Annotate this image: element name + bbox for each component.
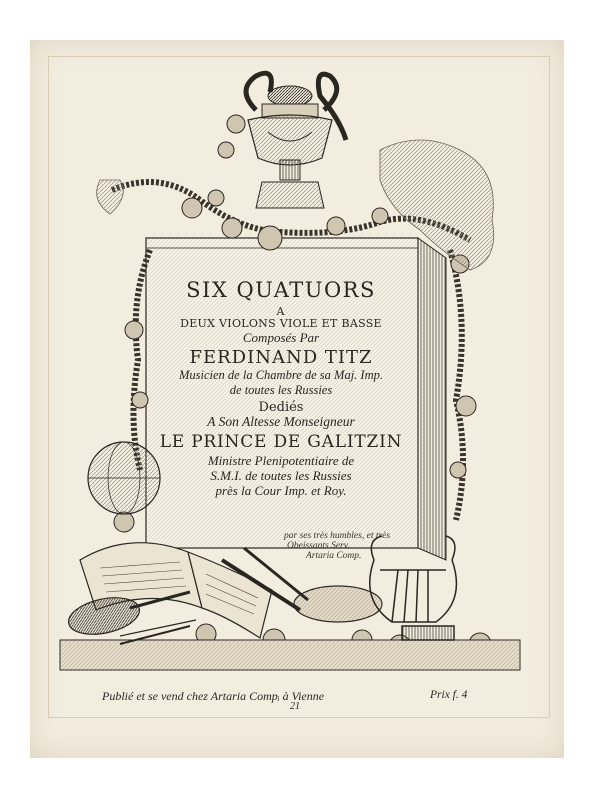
dedicatee-name: LE PRINCE DE GALITZIN (159, 432, 403, 452)
dedicatee-title-line-3: près la Cour Imp. et Roy. (215, 483, 347, 498)
work-title: SIX QUATUORS (186, 278, 376, 302)
dedicatee-title-line-2: S.M.I. de toutes les Russies (210, 468, 352, 483)
subtitle-a: A (276, 305, 286, 318)
palette (294, 586, 382, 622)
dedicated-label: Dediés (258, 400, 304, 415)
composer-position-line-1: Musicien de la Chambre de sa Maj. Imp. (178, 368, 384, 382)
dedicatee-title-line-1: Ministre Plenipotentiaire de (207, 453, 355, 468)
price-label: Prix f. 4 (430, 689, 468, 701)
urn (246, 73, 346, 208)
composed-by: Composés Par (242, 330, 320, 345)
humble-servants-line-2: Obeissants Serv. (287, 541, 350, 551)
humble-servants-line-3: Artaria Comp. (306, 551, 362, 561)
stone-ledge (60, 640, 520, 670)
humble-servants-line-1: par ses très humbles, et très (284, 531, 391, 541)
plate-number: 21 (290, 701, 300, 712)
composer-position-line-2: de toutes les Russies (229, 383, 333, 397)
composer-name: FERDINAND TITZ (189, 347, 373, 368)
instrumentation: DEUX VIOLONS VIOLE ET BASSE (180, 317, 382, 330)
dedication-to: A Son Altesse Monseigneur (207, 414, 355, 429)
publisher-line: Publié et se vend chez Artaria Compᵢ à Vienne (102, 689, 325, 703)
